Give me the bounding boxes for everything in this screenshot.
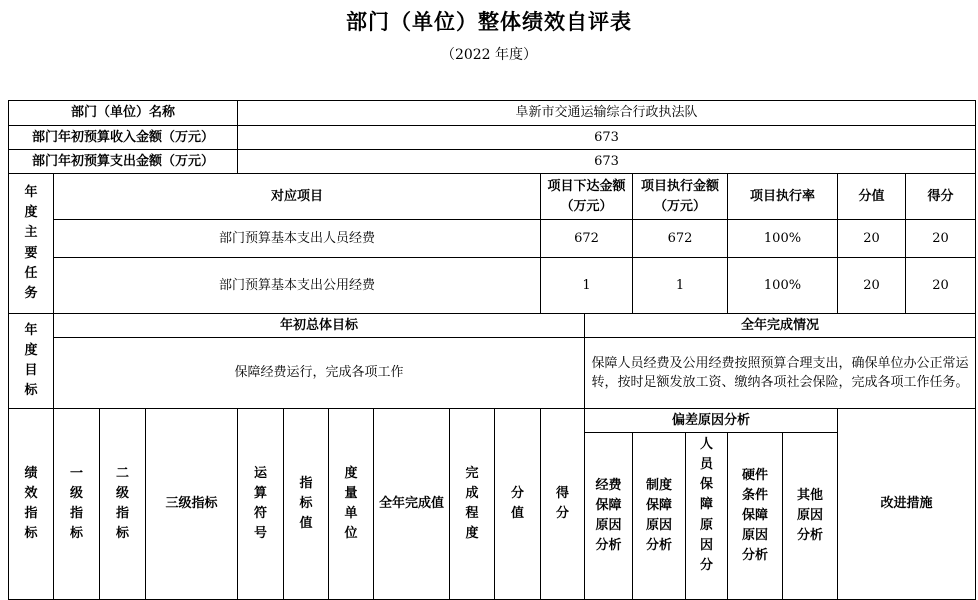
col-level2-indicator: 二 级 指 标 (99, 408, 146, 600)
task-row-2-item: 部门预算基本支出公用经费 (53, 257, 541, 314)
budget-expense-value: 673 (237, 149, 976, 174)
task-row-2-issued: 1 (540, 257, 633, 314)
header-executed-amount: 项目执行金额（万元） (632, 173, 728, 220)
budget-income-value: 673 (237, 125, 976, 150)
dev-personnel-reason: 人 员 保 障 原 因 分 (685, 432, 728, 600)
col-level1-indicator: 一 级 指 标 (53, 408, 100, 600)
header-issued-amount: 项目下达金额（万元） (540, 173, 633, 220)
dev-other-reason: 其他 原因 分析 (782, 432, 838, 600)
header-score-value: 分值 (837, 173, 906, 220)
dev-funding-reason: 经费 保障 原因 分析 (584, 432, 633, 600)
task-row-1-issued: 672 (540, 219, 633, 258)
page-title: 部门（单位）整体绩效自评表 (346, 9, 632, 34)
task-row-2-score-value: 20 (837, 257, 906, 314)
header-score: 得分 (905, 173, 976, 220)
budget-income-label: 部门年初预算收入金额（万元） (8, 125, 238, 150)
task-row-2-score: 20 (905, 257, 976, 314)
initial-goal-header: 年初总体目标 (53, 313, 585, 338)
initial-goal-text: 保障经费运行，完成各项工作 (53, 337, 585, 409)
col-improvement-measures: 改进措施 (837, 408, 976, 600)
deviation-analysis-header: 偏差原因分析 (584, 408, 838, 433)
col-annual-actual: 全年完成值 (373, 408, 450, 600)
col-operator: 运 算 符 号 (237, 408, 284, 600)
annual-goals-side-label: 年 度 目 标 (8, 313, 54, 409)
task-row-1-score: 20 (905, 219, 976, 258)
col-score: 得 分 (540, 408, 585, 600)
header-item: 对应项目 (53, 173, 541, 220)
task-row-1-executed: 672 (632, 219, 728, 258)
task-row-2-executed: 1 (632, 257, 728, 314)
col-measure-unit: 度 量 单 位 (328, 408, 374, 600)
header-execution-rate: 项目执行率 (727, 173, 838, 220)
indicators-side-label: 绩 效 指 标 (8, 408, 54, 600)
col-score-value: 分 值 (494, 408, 541, 600)
col-target-value: 指 标 值 (283, 408, 329, 600)
col-level3-indicator: 三级指标 (145, 408, 238, 600)
budget-expense-label: 部门年初预算支出金额（万元） (8, 149, 238, 174)
col-completion-degree: 完 成 程 度 (449, 408, 495, 600)
completion-text: 保障人员经费及公用经费按照预算合理支出，确保单位办公正常运转，按时足额发放工资、缴纳各项社会保险，完成各项工作任务。 (584, 337, 976, 409)
task-row-1-item: 部门预算基本支出人员经费 (53, 219, 541, 258)
task-row-2-rate: 100% (727, 257, 838, 314)
annual-tasks-side-label: 年 度 主 要 任 务 (8, 173, 54, 314)
dept-name-label: 部门（单位）名称 (8, 100, 238, 126)
task-row-1-score-value: 20 (837, 219, 906, 258)
completion-header: 全年完成情况 (584, 313, 976, 338)
fiscal-year: （2022 年度） (440, 47, 538, 63)
dev-system-reason: 制度 保障 原因 分析 (632, 432, 686, 600)
dept-name-value: 阜新市交通运输综合行政执法队 (237, 100, 976, 126)
dev-hardware-reason: 硬件 条件 保障 原因 分析 (727, 432, 783, 600)
task-row-1-rate: 100% (727, 219, 838, 258)
